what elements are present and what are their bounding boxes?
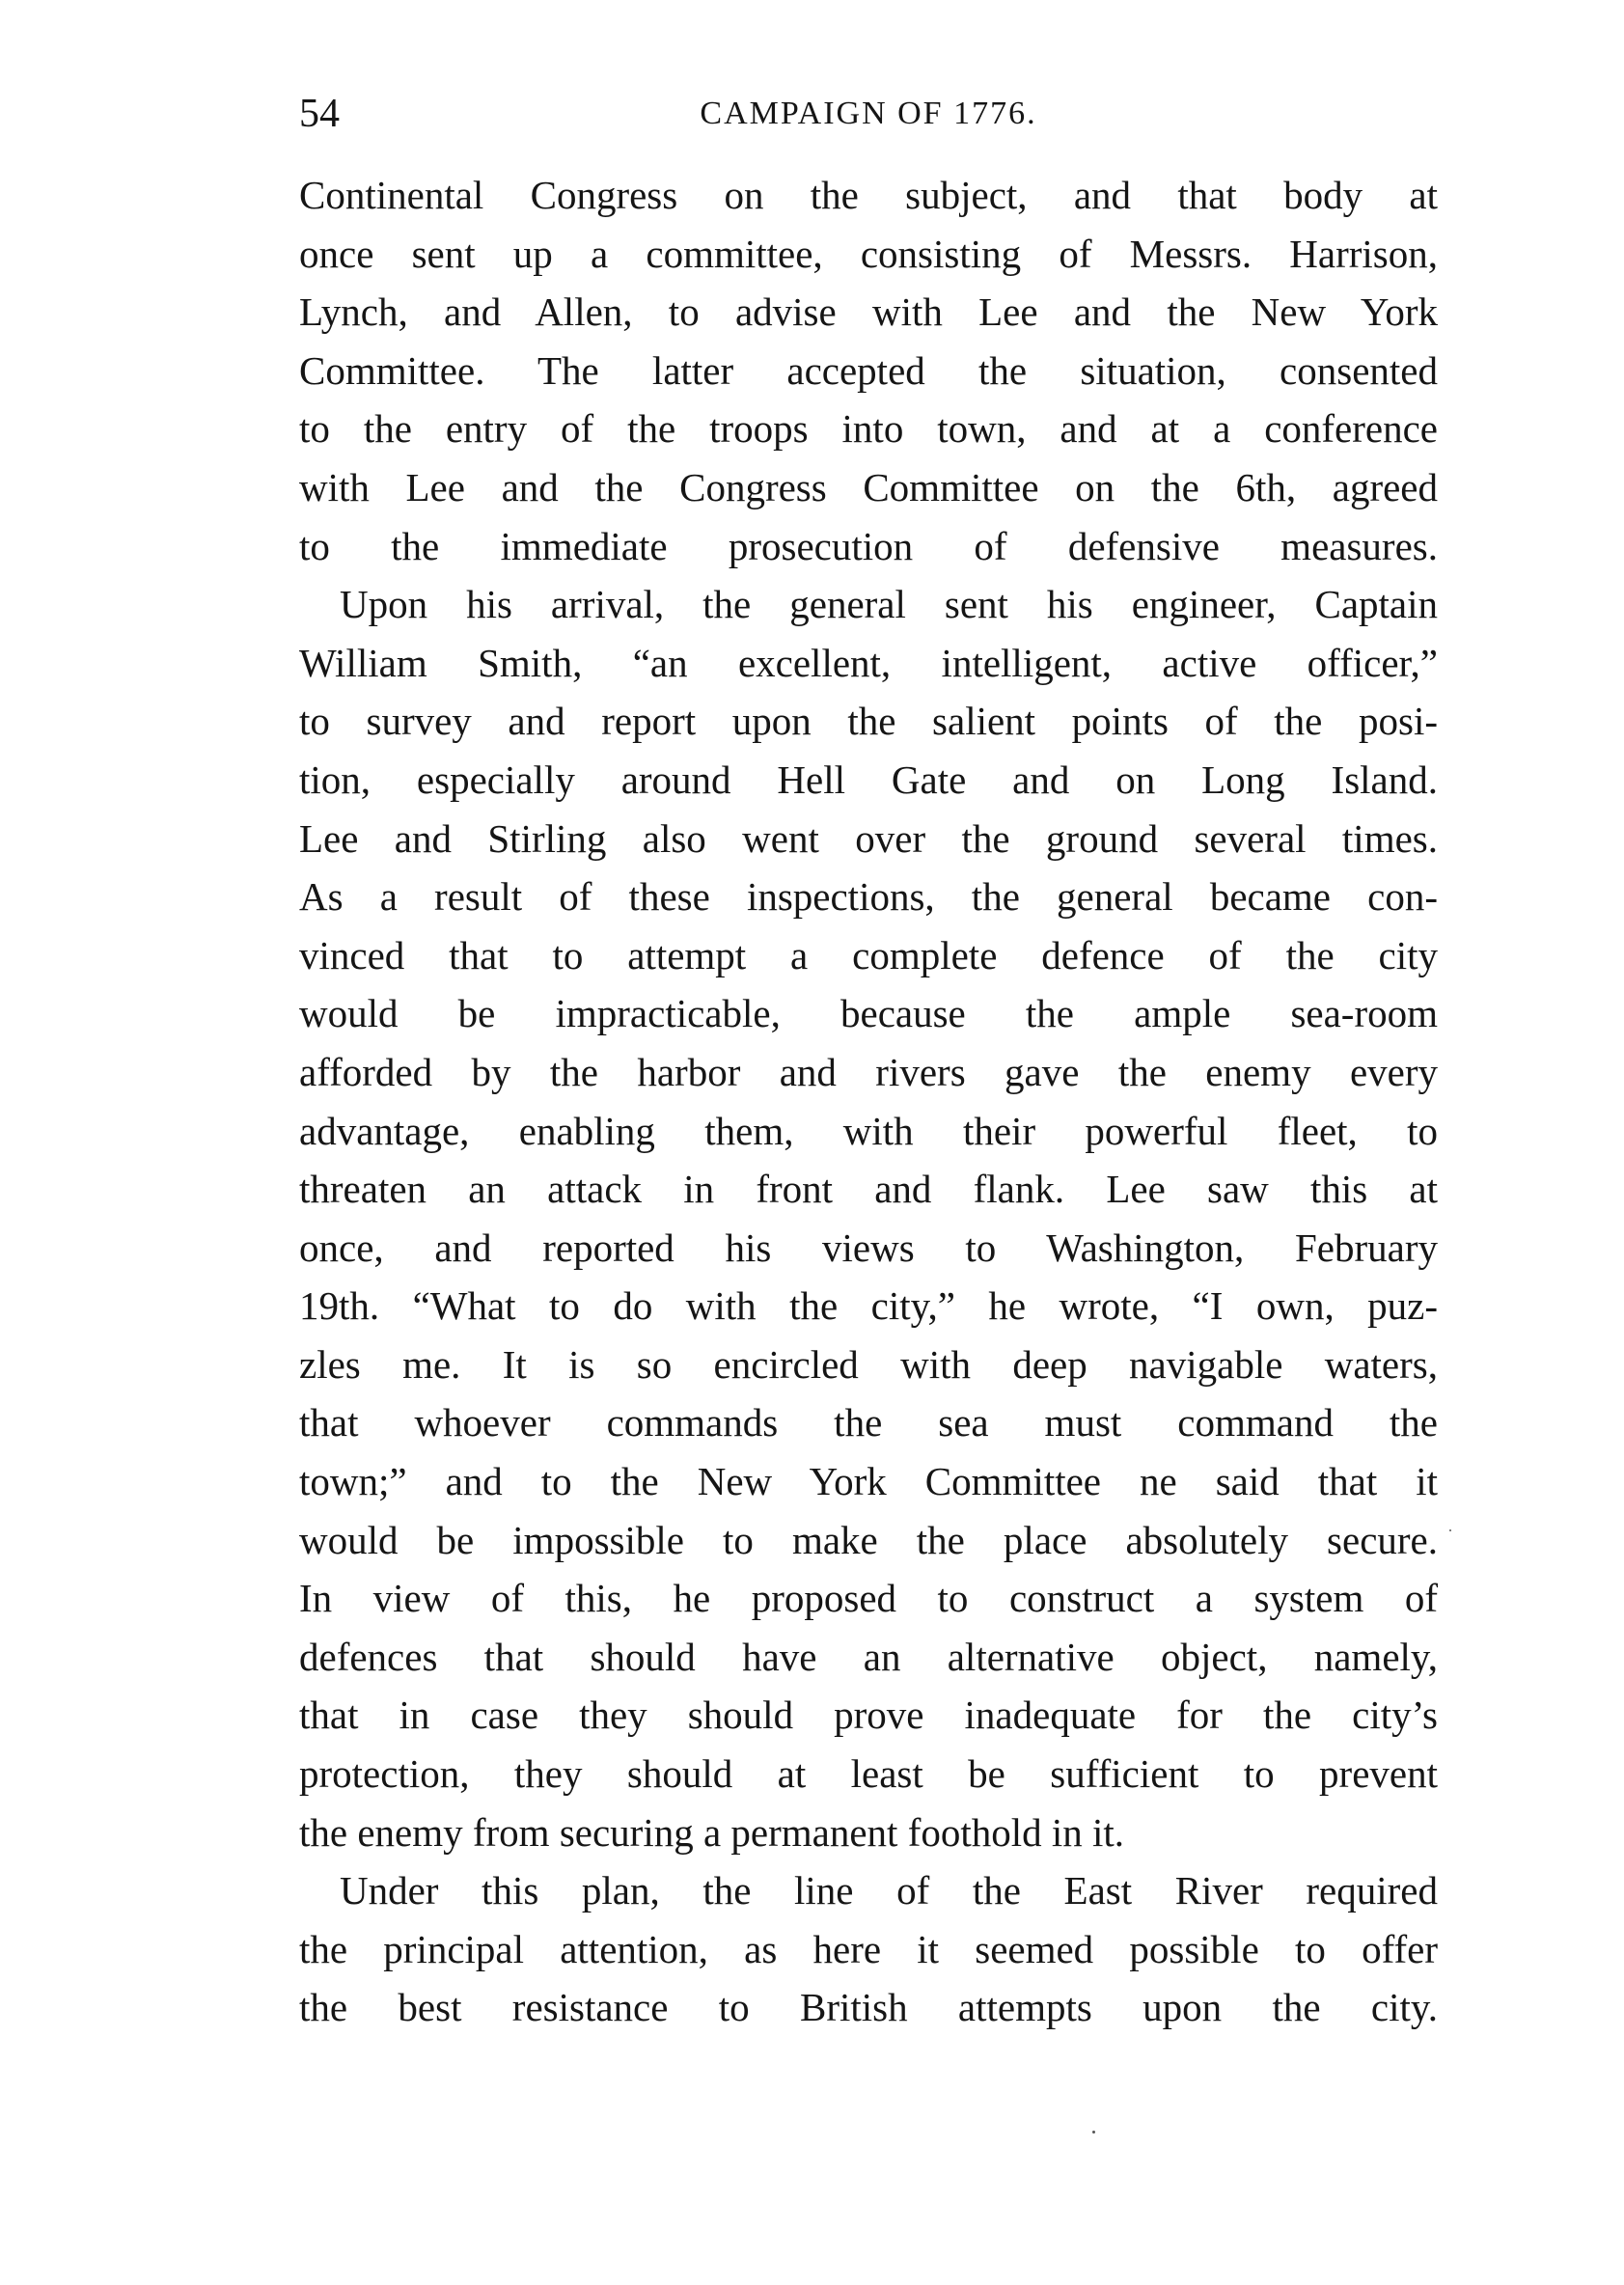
text-line: to the immediate prosecution of defensive measures. bbox=[299, 523, 1438, 568]
running-title: CAMPAIGN OF 1776. bbox=[700, 96, 1037, 131]
text-line: with Lee and the Congress Committee on the 6th, agreed bbox=[299, 464, 1438, 509]
text-line: the enemy from securing a permanent foothold in it. bbox=[299, 1809, 1125, 1855]
text-line: tion, especially around Hell Gate and on Long Island. bbox=[299, 757, 1438, 802]
text-line: the best resistance to British attempts upon the city. bbox=[299, 1985, 1438, 2030]
text-line: to the entry of the troops into town, and at a conference bbox=[299, 406, 1438, 452]
text-line: once sent up a committee, consisting of Messrs. Harrison, bbox=[299, 231, 1438, 276]
text-line: threaten an attack in front and flank. Lee saw this at bbox=[299, 1167, 1438, 1212]
text-line: that whoever commands the sea must command the bbox=[299, 1400, 1438, 1445]
text-line: Committee. The latter accepted the situation, consented bbox=[299, 347, 1438, 393]
text-line: As a result of these inspections, the general became con- bbox=[299, 874, 1438, 920]
scan-speck bbox=[1449, 1529, 1451, 1531]
text-line: Lynch, and Allen, to advise with Lee and the New York bbox=[299, 289, 1438, 335]
paragraph-1 bbox=[299, 166, 1438, 575]
text-line: zles me. It is so encircled with deep navigable waters, bbox=[299, 1341, 1438, 1387]
text-line: vinced that to attempt a complete defence of the city bbox=[299, 932, 1438, 977]
text-line: William Smith, “an excellent, intelligent, active officer,” bbox=[299, 640, 1438, 685]
text-line: In view of this, he proposed to construct a system of bbox=[299, 1576, 1438, 1621]
text-line: Continental Congress on the subject, and that body at bbox=[299, 173, 1438, 217]
scan-speck bbox=[1092, 2131, 1095, 2134]
text-line: protection, they should at least be sufficient to prevent bbox=[299, 1751, 1438, 1797]
text-line: Upon his arrival, the general sent his engineer, Captain bbox=[340, 582, 1438, 627]
text-line: to survey and report upon the salient points of the posi- bbox=[299, 699, 1438, 744]
text-line: advantage, enabling them, with their powerful fleet, to bbox=[299, 1108, 1438, 1153]
text-line: town;” and to the New York Committee ne said that it bbox=[299, 1459, 1438, 1504]
paragraph-2 bbox=[299, 575, 1438, 1861]
text-line: afforded by the harbor and rivers gave the enemy every bbox=[299, 1049, 1438, 1094]
text-line: Under this plan, the line of the East River required bbox=[340, 1868, 1438, 1913]
text-line: 19th. “What to do with the city,” he wrote, “I own, puz- bbox=[299, 1283, 1438, 1329]
text-line: that in case they should prove inadequate for the city’s bbox=[299, 1693, 1438, 1738]
body-text bbox=[299, 166, 1438, 2037]
running-head bbox=[299, 85, 1438, 143]
text-line: would be impossible to make the place absolutely secure. bbox=[299, 1517, 1438, 1562]
paragraph-3 bbox=[299, 1861, 1438, 2037]
text-line: once, and reported his views to Washington, February bbox=[299, 1225, 1438, 1270]
text-line: Lee and Stirling also went over the ground several times. bbox=[299, 815, 1438, 861]
text-line: the principal attention, as here it seemed possible to offer bbox=[299, 1926, 1438, 1971]
text-line: defences that should have an alternative object, namely, bbox=[299, 1634, 1438, 1679]
page-number: 54 bbox=[299, 92, 340, 136]
text-line: would be impracticable, because the ample sea-room bbox=[299, 991, 1438, 1036]
